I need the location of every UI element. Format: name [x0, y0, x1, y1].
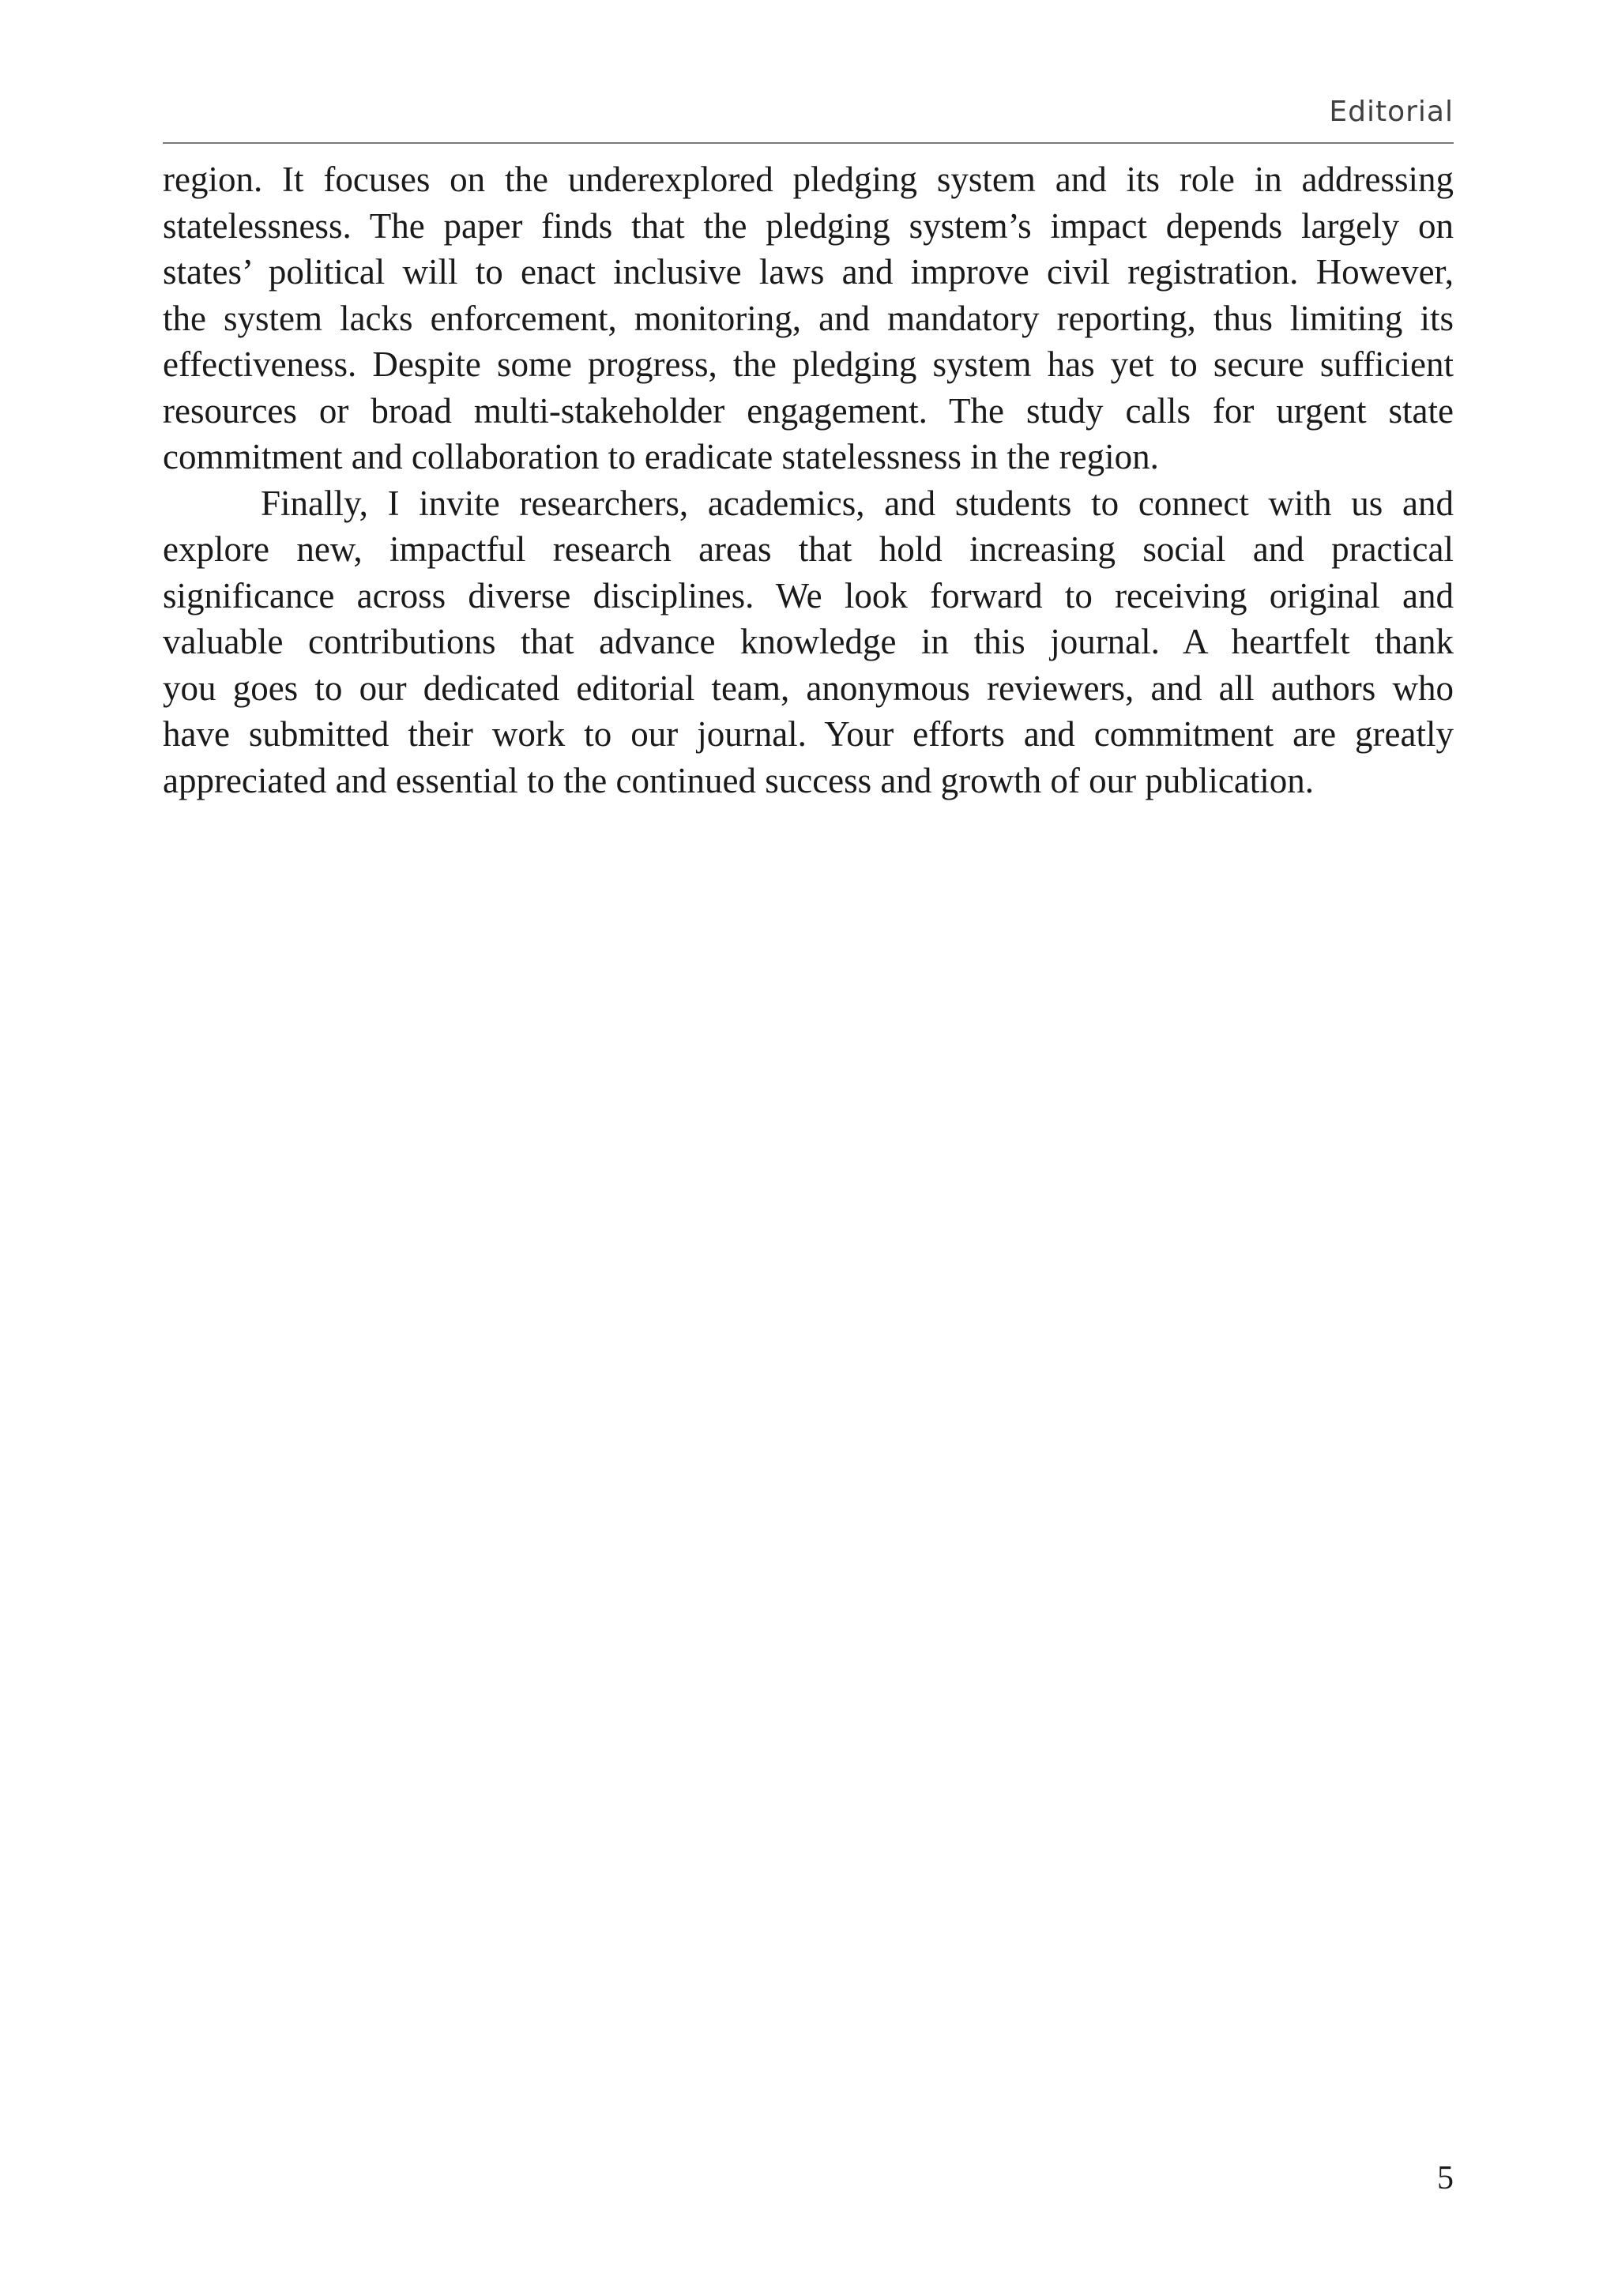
paragraph-line: valuable contributions that advance knowledge in this journal. A heartfelt thank: [163, 622, 1454, 661]
body-text: [163, 156, 1454, 804]
paragraph-line: the system lacks enforcement, monitoring, and mandatory reporting, thus limiting its: [163, 298, 1454, 338]
paragraph-line: states’ political will to enact inclusive laws and improve civil registration. However,: [163, 252, 1454, 292]
paragraph-line: explore new, impactful research areas that hold increasing social and practical: [163, 529, 1454, 569]
page-number: 5: [1437, 2160, 1454, 2196]
paragraph-line: region. It focuses on the underexplored pledging system and its role in addressing: [163, 160, 1454, 199]
running-header: Editorial: [1329, 96, 1454, 128]
paragraph-line: resources or broad multi-stakeholder engagement. The study calls for urgent state: [163, 390, 1454, 431]
paragraph-line: have submitted their work to our journal. Your efforts and commitment are greatly: [163, 714, 1454, 754]
paragraph-line: effectiveness. Despite some progress, the pledging system has yet to secure sufficient: [163, 344, 1454, 384]
paragraph-line: statelessness. The paper finds that the pledging system’s impact depends largely on: [163, 205, 1454, 246]
paragraph-1: [163, 156, 1454, 480]
paragraph-2: [163, 480, 1454, 804]
paragraph-line: you goes to our dedicated editorial team, anonymous reviewers, and all authors who: [163, 668, 1454, 708]
paragraph-line: commitment and collaboration to eradicate statelessness in the region.: [163, 437, 1159, 476]
paragraph-line: significance across diverse disciplines. We look forward to receiving original and: [163, 575, 1454, 615]
paragraph-line: appreciated and essential to the continued success and growth of our publication.: [163, 760, 1315, 800]
paragraph-line: Finally, I invite researchers, academics, and students to connect with us and: [261, 483, 1454, 523]
header-rule: [163, 142, 1454, 144]
